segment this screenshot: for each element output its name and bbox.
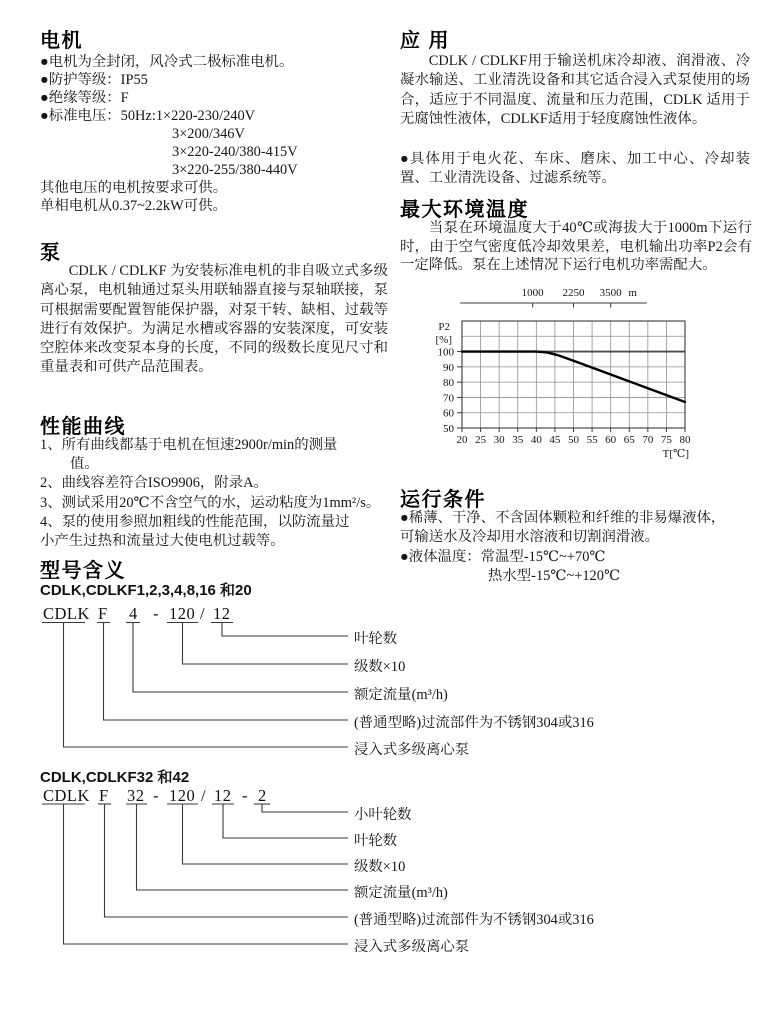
model-label-stages: 级数×10 [354, 859, 406, 875]
model-label-material: (普通型略)过流部件为不锈钢304或316 [354, 912, 594, 928]
model-code-diagram-1 [40, 600, 750, 768]
curves-notes-list [40, 436, 400, 551]
application-uses-bullet: ●具体用于电火花、车床、磨床、加工中心、冷却装置、工业清洗设备、过滤系统等。 [400, 151, 750, 187]
svg-text:1000: 1000 [521, 287, 544, 299]
svg-text:100: 100 [437, 346, 454, 359]
model-group1-subtitle: CDLK,CDLKF1,2,3,4,8,16 和20 [40, 582, 252, 599]
operating-line: ●稀薄、干净、不含固体颗粒和纤维的非易爆液体， [400, 510, 726, 526]
curves-note-line: 值。 [70, 456, 99, 473]
model-code-slash: / [201, 786, 207, 805]
svg-text:80: 80 [679, 434, 691, 446]
svg-text:3500: 3500 [599, 287, 622, 299]
svg-text:P2: P2 [438, 321, 450, 333]
svg-text:65: 65 [623, 434, 635, 446]
max-ambient-description: 当泵在环境温度大于40℃或海拔大于1000m下运行时，由于空气密度低冷却效果差，电机输出功率P2会有一定降低。泵在上述情况下运行电机功率需配大。 [400, 220, 752, 274]
svg-text:[%]: [%] [435, 334, 452, 346]
curves-note-line: 3、测试采用20℃不含空气的水，运动粘度为1mm²/s。 [40, 494, 381, 511]
svg-text:55: 55 [586, 434, 598, 446]
curves-note-line: 1、所有曲线都基于电机在恒速2900r/min的测量 [40, 437, 338, 453]
model-code-dash: - [153, 786, 159, 805]
svg-text:m: m [628, 287, 637, 299]
svg-text:60: 60 [443, 407, 454, 420]
application-section-title: 应 用 [400, 30, 451, 52]
model-code-material: F [99, 786, 109, 805]
model-code-dash: - [153, 604, 159, 623]
model-code-stages: 120 [169, 786, 196, 805]
model-group2-subtitle: CDLK,CDLKF32 和42 [40, 769, 190, 786]
svg-text:20: 20 [456, 434, 468, 446]
model-label-series: 浸入式多级离心泵 [354, 742, 470, 758]
model-code-stages: 120 [169, 604, 196, 623]
model-label-stages: 级数×10 [354, 659, 406, 675]
svg-text:60: 60 [605, 434, 617, 446]
model-code-series: CDLK [43, 786, 90, 805]
motor-voltage-line: 3×220-255/380-440V [172, 162, 298, 178]
motor-spec-line: ●电机为全封闭，风冷式二极标准电机。 [40, 54, 294, 70]
svg-text:50: 50 [443, 423, 454, 435]
operating-line: ●液体温度：常温型-15℃~+70℃ [400, 548, 606, 565]
svg-text:2250: 2250 [562, 287, 585, 299]
curves-section-title: 性能曲线 [40, 416, 126, 438]
model-code-flow: 32 [127, 786, 145, 805]
model-label-flow: 额定流量(m³/h) [354, 687, 448, 703]
max-ambient-section-title: 最大环境温度 [400, 199, 529, 221]
svg-text:70: 70 [443, 392, 454, 405]
svg-text:35: 35 [512, 434, 524, 446]
model-code-material: F [98, 604, 108, 623]
svg-text:50: 50 [568, 434, 579, 446]
svg-text:45: 45 [549, 434, 561, 446]
model-label-flow: 额定流量(m³/h) [354, 885, 448, 901]
svg-text:30: 30 [493, 434, 505, 446]
operating-section-title: 运行条件 [400, 489, 486, 511]
model-code-impellers: 12 [213, 604, 231, 623]
motor-voltage-line: 3×220-240/380-415V [172, 144, 298, 160]
svg-text:90: 90 [443, 361, 454, 374]
motor-spec-line: ●防护等级：IP55 [40, 72, 148, 88]
svg-text:25: 25 [475, 434, 487, 446]
operating-line: 可输送水及冷却用水溶液和切割润滑液。 [400, 529, 660, 546]
model-label-small-impellers: 小叶轮数 [354, 807, 412, 823]
svg-text:T[℃]: T[℃] [662, 448, 689, 460]
model-code-series: CDLK [43, 604, 90, 623]
curves-note-line: 小产生过热和流量过大使电机过载等。 [40, 533, 285, 550]
operating-line: 热水型-15℃~+120℃ [488, 568, 621, 585]
model-label-impellers: 叶轮数 [354, 833, 398, 849]
motor-note-line: 单相电机从0.37~2.2kW可供。 [40, 198, 227, 214]
pump-description: CDLK / CDLKF 为安装标准电机的非自吸立式多级离心泵，电机轴通过泵头用联轴器直接与泵轴联接，泵可根据需要配置智能保护器，对泵干转、缺相、过载等进行有效保护。为满足水槽或容器的安装深度，可安装空腔体来改变泵本身的长度，不同的级数长度见尺寸和重量表和可供产品范围表。 [40, 263, 388, 376]
model-label-impellers: 叶轮数 [354, 631, 398, 647]
model-section-title: 型号含义 [40, 560, 126, 582]
derating-chart [420, 280, 720, 470]
model-code-small-impeller: 2 [258, 786, 267, 805]
motor-spec-line: ●绝缘等级：F [40, 90, 129, 106]
model-code-diagram-2 [40, 782, 750, 967]
curves-note-line: 4、泵的使用参照加粗线的性能范围，以防流量过 [40, 513, 350, 530]
model-code-dash2: - [242, 786, 248, 805]
derating-chart-container [420, 280, 720, 470]
model-label-material: (普通型略)过流部件为不锈钢304或316 [354, 715, 594, 731]
svg-text:40: 40 [530, 434, 542, 446]
svg-text:70: 70 [642, 434, 654, 446]
model-code-impellers: 12 [214, 786, 232, 805]
motor-note-line: 其他电压的电机按要求可供。 [40, 180, 228, 196]
svg-text:80: 80 [443, 377, 454, 390]
motor-voltage-line: 3×200/346V [172, 126, 245, 142]
model-label-series: 浸入式多级离心泵 [354, 939, 470, 955]
application-description: CDLK / CDLKF用于输送机床冷却液、润滑液、冷凝水输送、工业清洗设备和其它适合浸入式泵使用的场合，适应于不同温度、流量和压力范围，CDLK 适用于无腐蚀性液体，CDLKF适用于轻度腐蚀性液体。 [400, 53, 750, 127]
motor-spec-line: ●标准电压：50Hz:1×220-230/240V [40, 108, 256, 124]
motor-section-title: 电机 [40, 30, 83, 52]
motor-spec-list [40, 53, 392, 215]
svg-text:75: 75 [660, 434, 672, 446]
curves-note-line: 2、曲线容差符合ISO9906，附录A。 [40, 475, 268, 492]
model-code-flow: 4 [129, 604, 138, 623]
model-code-slash: / [200, 604, 206, 623]
pump-section-title: 泵 [40, 242, 62, 264]
operating-conditions-list [400, 509, 756, 587]
